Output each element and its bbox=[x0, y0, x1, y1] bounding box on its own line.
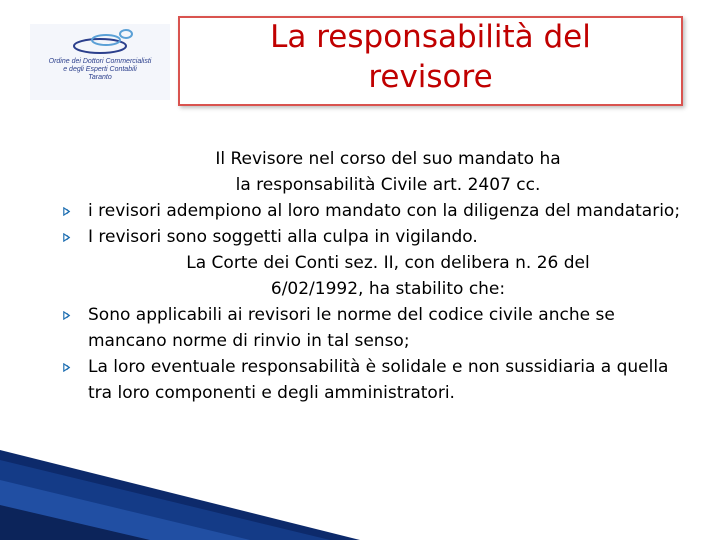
arrow-bullet-icon bbox=[62, 233, 71, 242]
organization-logo bbox=[30, 24, 170, 100]
slide-title-line1: La responsabilità del bbox=[270, 19, 591, 55]
logo-text-line3: Taranto bbox=[88, 74, 112, 81]
bullet-item-4 bbox=[88, 354, 688, 406]
middle-line1: La Corte dei Conti sez. II, con delibera n. 26 del bbox=[186, 253, 590, 273]
bullet-item-3 bbox=[88, 302, 688, 354]
slide-title bbox=[180, 17, 681, 97]
intro-line1: Il Revisore nel corso del suo mandato ha bbox=[215, 149, 561, 169]
corner-swoosh-decoration bbox=[0, 450, 360, 540]
bullet-text-2: I revisori sono soggetti alla culpa in vigilando. bbox=[88, 227, 478, 247]
bullet-item-1 bbox=[88, 198, 688, 224]
logo-text-line1: Ordine dei Dottori Commercialisti bbox=[48, 58, 152, 65]
intro-line2: la responsabilità Civile art. 2407 cc. bbox=[235, 175, 541, 195]
bullet-item-2 bbox=[88, 224, 688, 250]
logo-text-line2: e degli Esperti Contabili bbox=[63, 66, 137, 73]
slide-title-line2: revisore bbox=[368, 59, 493, 95]
bullet-text-3: Sono applicabili ai revisori le norme del codice civile anche se mancano norme di rinvio in tal senso; bbox=[88, 305, 615, 351]
arrow-bullet-icon bbox=[62, 363, 71, 372]
middle-line2: 6/02/1992, ha stabilito che: bbox=[270, 279, 506, 299]
bullet-text-1: i revisori adempiono al loro mandato con la diligenza del mandatario; bbox=[88, 201, 681, 221]
title-box bbox=[178, 16, 683, 106]
slide-body bbox=[88, 146, 688, 406]
bullet-text-4: La loro eventuale responsabilità è solidale e non sussidiaria a quella tra loro componenti e degli amministratori. bbox=[88, 357, 669, 403]
arrow-bullet-icon bbox=[62, 207, 71, 216]
arrow-bullet-icon bbox=[62, 311, 71, 320]
